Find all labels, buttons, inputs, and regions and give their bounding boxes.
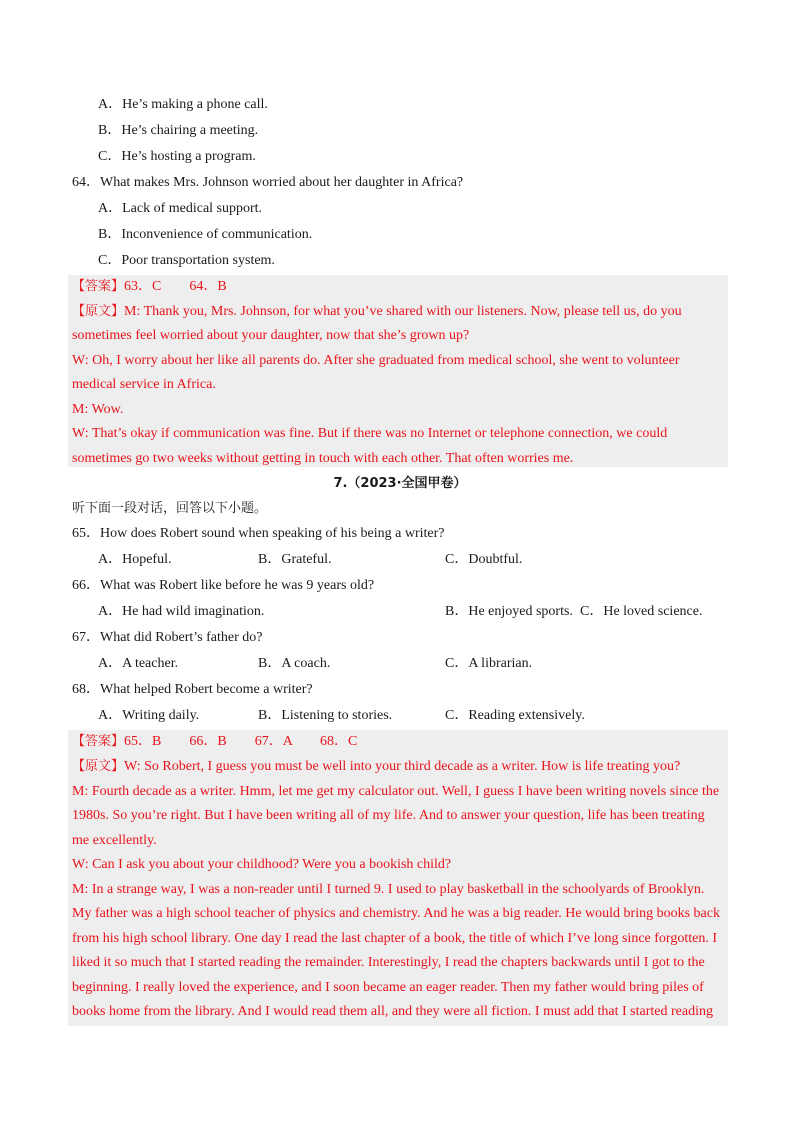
q66-option-b: B．He enjoyed sports. <box>445 604 573 619</box>
transcript-line: W: Can I ask you about your childhood? Were you a bookish child? <box>72 857 452 872</box>
transcript-line: M: In a strange way, I was a non-reader until I turned 9. I used to play basketball in the schoolyards of Brooklyn. <box>72 882 705 897</box>
q64-stem: 64．What makes Mrs. Johnson worried about her daughter in Africa? <box>72 175 464 190</box>
transcript-line: W: That’s okay if communication was fine. But if there was no Internet or telephone connection, we could <box>72 426 668 441</box>
q67-stem: 67．What did Robert’s father do? <box>72 630 263 645</box>
q65-option-a: A．Hopeful. <box>98 552 172 567</box>
section-instruction: 听下面一段对话，回答以下小题。 <box>72 501 268 516</box>
section-heading: 7.（2023·全国甲卷） <box>333 476 467 491</box>
transcript-line: W: Oh, I worry about her like all parents do. After she graduated from medical school, she went to volunteer <box>72 353 680 368</box>
q66-option-c: C．He loved science. <box>580 604 703 619</box>
transcript-text: M: Thank you, Mrs. Johnson, for what you’ve shared with our listeners. Now, please tell us, do you <box>124 304 682 319</box>
answer-label: 【答案】 <box>72 734 125 749</box>
transcript-line: My father was a high school teacher of physics and chemistry. And he was a big reader. He would bring books back <box>72 906 720 921</box>
answer-line-2 <box>72 733 357 751</box>
q67-option-c: C．A librarian. <box>445 656 533 671</box>
answer-text: 63．C 64．B <box>124 279 227 294</box>
transcript-line: medical service in Africa. <box>72 377 216 392</box>
q68-option-c: C．Reading extensively. <box>445 708 585 723</box>
q67-option-b: B．A coach. <box>258 656 331 671</box>
transcript-line: M: Fourth decade as a writer. Hmm, let me get my calculator out. Well, I guess I have been writing novels since the <box>72 784 720 799</box>
answer-text: 65．B 66．B 67．A 68．C <box>124 734 358 749</box>
transcript-line: sometimes feel worried about your daughter, now that she’s grown up? <box>72 328 470 343</box>
q63-option-b: B．He’s chairing a meeting. <box>98 123 259 138</box>
q66-option-a: A．He had wild imagination. <box>98 604 265 619</box>
answer-block-1 <box>68 275 728 467</box>
q64-option-c: C．Poor transportation system. <box>98 253 275 268</box>
transcript-line: from his high school library. One day I read the last chapter of a book, the title of which I’ve long since forgotten. I <box>72 931 717 946</box>
transcript-line: sometimes go two weeks without getting in touch with each other. That often worries me. <box>72 451 574 466</box>
transcript-label: 【原文】 <box>72 759 125 774</box>
q63-option-a: A．He’s making a phone call. <box>98 97 268 112</box>
answer-label: 【答案】 <box>72 279 125 294</box>
transcript-line: beginning. I really loved the experience, and I soon became an eager reader. Then my father would bring piles of <box>72 980 704 995</box>
answer-block-2 <box>68 730 728 1026</box>
transcript-line: 1980s. So you’re right. But I have been writing all of my life. And to answer your question, life has been treating <box>72 808 705 823</box>
q64-option-a: A．Lack of medical support. <box>98 201 263 216</box>
q68-stem: 68．What helped Robert become a writer? <box>72 682 313 697</box>
q65-stem: 65．How does Robert sound when speaking of his being a writer? <box>72 526 445 541</box>
q68-option-b: B．Listening to stories. <box>258 708 393 723</box>
q66-stem: 66．What was Robert like before he was 9 years old? <box>72 578 375 593</box>
q65-option-b: B．Grateful. <box>258 552 332 567</box>
transcript-line: books home from the library. And I would read them all, and they were all fiction. I must add that I started reading <box>72 1004 713 1019</box>
transcript-label: 【原文】 <box>72 304 125 319</box>
transcript-text: W: So Robert, I guess you must be well into your third decade as a writer. How is life treating you? <box>124 759 681 774</box>
answer-line-1 <box>72 278 227 296</box>
transcript-line: me excellently. <box>72 833 157 848</box>
q65-option-c: C．Doubtful. <box>445 552 523 567</box>
q68-option-a: A．Writing daily. <box>98 708 200 723</box>
q64-option-b: B．Inconvenience of communication. <box>98 227 313 242</box>
transcript-line <box>72 303 682 321</box>
transcript-line <box>72 758 680 776</box>
q63-option-c: C．He’s hosting a program. <box>98 149 256 164</box>
q67-option-a: A．A teacher. <box>98 656 179 671</box>
transcript-line: liked it so much that I started reading the remainder. Interestingly, I read the chapters backwards until I got to the <box>72 955 705 970</box>
transcript-line: M: Wow. <box>72 402 124 417</box>
